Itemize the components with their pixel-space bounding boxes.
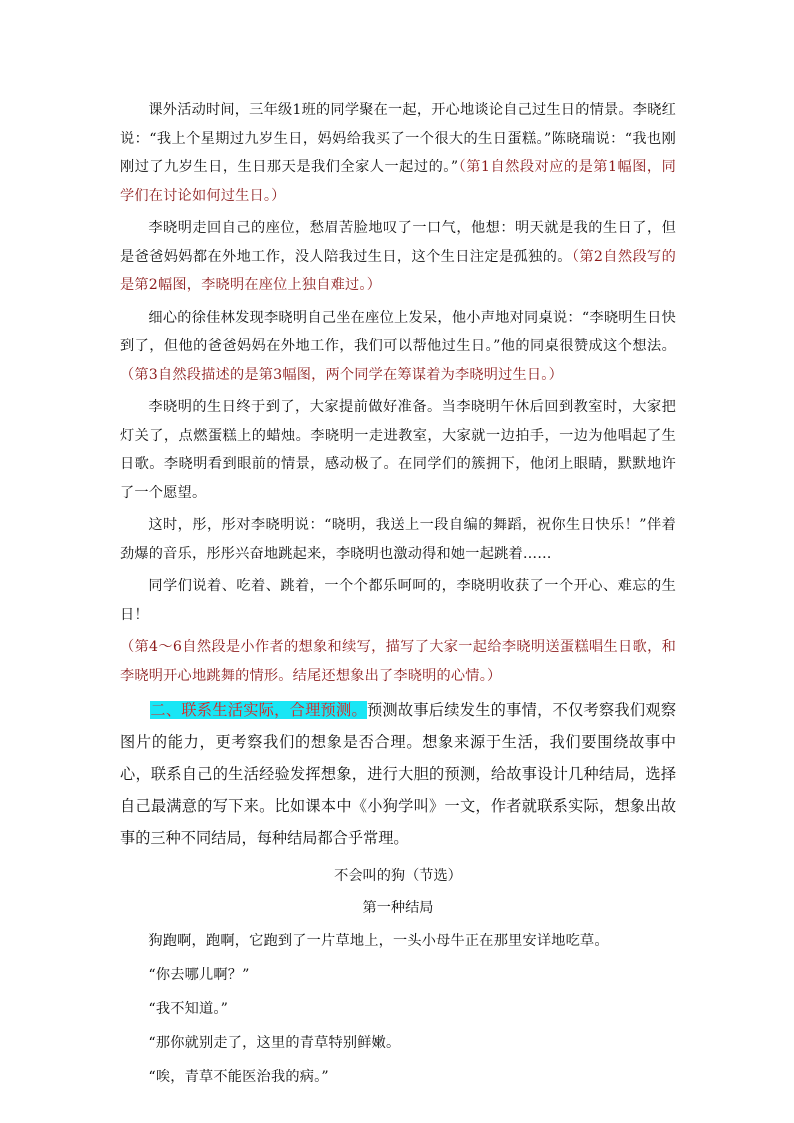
paragraph-1 <box>120 96 676 210</box>
annotation-note: （第2自然段写的是第2幅图，李晓明在座位上独自难过。） <box>120 248 676 293</box>
paragraph-text: 李晓明的生日终于到了，大家提前做好准备。当李晓明午休后回到教室时，大家把灯关了，点燃蛋糕上的蜡烛。李晓明一走进教室，大家就一边拍手，一边为他唱起了生日歌。李晓明看到眼前的情景，感动极了。在同学们的簇拥下，他闭上眼睛，默默地许了一个愿望。 <box>120 399 676 501</box>
story-subtitle: 第一种结局 <box>362 900 434 916</box>
paragraph-text: 细心的徐佳林发现李晓明自己坐在座位上发呆，他小声地对同桌说：“李晓明生日快到了，但他的爸爸妈妈在外地工作，我们可以帮他过生日。”他的同桌很赞成这个想法。 <box>120 309 676 354</box>
story-line: “唉，青草不能医治我的病。” <box>148 1069 329 1085</box>
story-title: 不会叫的狗（节选） <box>334 868 462 884</box>
paragraph-3 <box>120 304 676 390</box>
story-line: 狗跑啊，跑啊，它跑到了一片草地上，一头小母牛正在那里安详地吃草。 <box>148 933 609 949</box>
paragraph-2 <box>120 214 676 300</box>
paragraph-text: 这时，彤，彤对李晓明说：“晓明，我送上一段自编的舞蹈，祝你生日快乐！”伴着劲爆的音乐，彤彤兴奋地跳起来，李晓明也激动得和她一起跳着…… <box>120 517 676 562</box>
story-line: “我不知道。” <box>148 1001 229 1017</box>
annotation-note: （第1自然段对应的是第1幅图，同学们在讨论如何过生日。） <box>120 159 676 204</box>
document-page <box>120 96 676 1094</box>
paragraph-text: 李晓明走回自己的座位，愁眉苦脸地叹了一口气，他想：明天就是我的生日了，但是爸爸妈妈都在外地工作，没人陪我过生日，这个生日注定是孤独的。 <box>120 220 676 265</box>
section-body: 预测故事后续发生的事情，不仅考察我们观察图片的能力，更考察我们的想象是否合理。想象来源于生活，我们要围绕故事中心，联系自己的生活经验发挥想象，进行大胆的预测，给故事设计几种结局，选择自己最满意的写下来。比如课本中《小狗学叫》一文，作者就联系实际，想象出故事的三种不同结局，每种结局都合乎常理。 <box>120 701 677 847</box>
closing-annotation: （第4～6自然段是小作者的想象和续写，描写了大家一起给李晓明送蛋糕唱生日歌，和李晓明开心地跳舞的情形。结尾还想象出了李晓明的心情。） <box>120 639 676 684</box>
paragraph-5 <box>120 511 676 568</box>
paragraph-text: 课外活动时间，三年级1班的同学聚在一起，开心地谈论自己过生日的情景。李晓红说：“我上个星期过九岁生日，妈妈给我买了一个很大的生日蛋糕。”陈晓瑞说：“我也刚刚过了九岁生日，生日那天是我们全家人一起过的。” <box>120 102 676 175</box>
paragraph-text: 同学们说着、吃着、跳着，一个个都乐呵呵的，李晓明收获了一个开心、难忘的生日！ <box>120 578 676 623</box>
story-line: “你去哪儿啊？” <box>148 967 250 983</box>
annotation-note: （第3自然段描述的是第3幅图，两个同学在筹谋着为李晓明过生日。） <box>120 366 563 383</box>
paragraph-6 <box>120 572 676 629</box>
section-heading-highlight: 二、联系生活实际，合理预测。 <box>150 701 367 719</box>
section-prediction <box>120 694 676 854</box>
paragraph-4 <box>120 393 676 507</box>
story-line: “那你就别走了，这里的青草特别鲜嫩。 <box>148 1035 401 1051</box>
